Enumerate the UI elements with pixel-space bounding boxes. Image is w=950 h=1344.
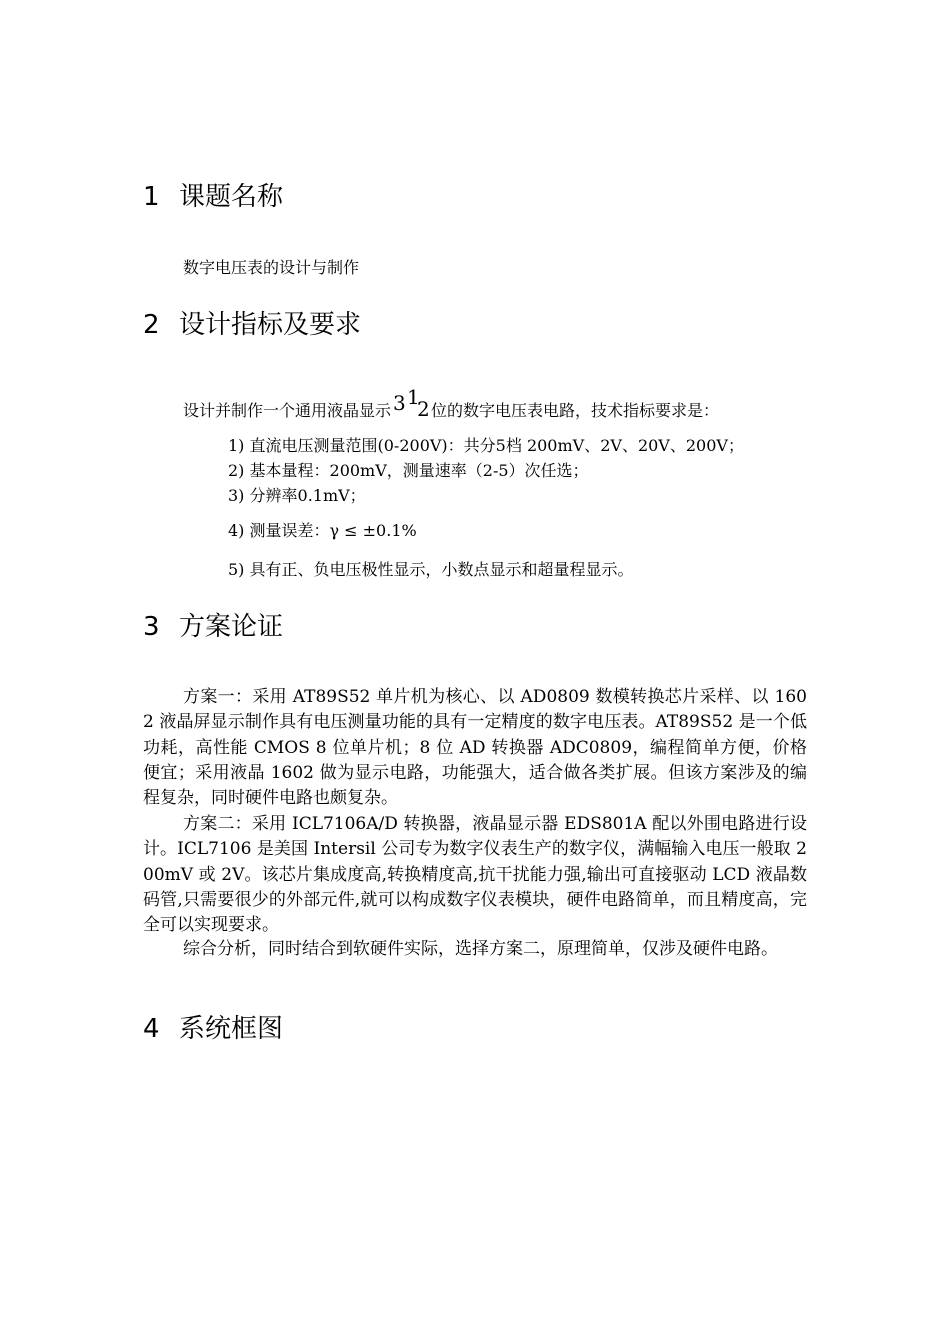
fraction-denominator: 2 [417,397,430,421]
requirements-intro [183,385,720,424]
requirement-item-1: 1) 直流电压测量范围(0-200V)：共分5档 200mV、2V、20V、200V； [228,436,744,455]
section-number: 2 [143,310,160,340]
fraction-numerator: 1 [407,385,420,409]
section-heading-1 [143,180,283,214]
topic-text: 数字电压表的设计与制作 [183,258,360,277]
section-heading-2 [143,308,361,342]
section-number: 4 [143,1014,160,1044]
section-number: 1 [143,182,160,212]
section-heading-4 [143,1012,283,1046]
proposal-paragraph-1: 方案一：采用 AT89S52 单片机为核心、以 AD0809 数模转换芯片采样、以 1602 液晶屏显示制作具有电压测量功能的具有一定精度的数字电压表。AT89S52 是一个低功耗，高性能 CMOS 8 位单片机；8 位 AD 转换器 ADC0809，编程简单方便，价格便宜；采用液晶 1602 做为显示电路，功能强大，适合做各类扩展。但该方案涉及的编程复杂，同时硬件电路也颇复杂。 [143,687,807,809]
fraction-whole: 3 [393,391,406,415]
intro-after: 位的数字电压表电路，技术指标要求是： [431,401,720,420]
section-heading-3 [143,610,283,644]
mixed-fraction [391,385,431,424]
requirement-item-2: 2) 基本量程：200mV，测量速率（2-5）次任选； [228,461,589,480]
section-title: 设计指标及要求 [179,310,362,340]
proposal-paragraph-3: 综合分析，同时结合到软硬件实际，选择方案二，原理简单，仅涉及硬件电路。 [183,939,778,959]
requirement-item-5: 5) 具有正、负电压极性显示，小数点显示和超量程显示。 [228,560,634,579]
section-number: 3 [143,612,160,642]
section-title: 方案论证 [179,612,284,642]
proposal-paragraph-2: 方案二：采用 ICL7106A/D 转换器，液晶显示器 EDS801A 配以外围电路进行设计。ICL7106 是美国 Intersil 公司专为数字仪表生产的数字仪，满幅输入电压一般取 200mV 或 2V。该芯片集成度高,转换精度高,抗干扰能力强,输出可直接驱动 LCD 液晶数码管,只需要很少的外部元件,就可以构成数字仪表模块，硬件电路简单，而且精度高，完全可以实现要求。 [143,814,807,936]
requirement-item-4: 4) 测量误差：γ ≤ ±0.1% [228,521,417,540]
intro-before: 设计并制作一个通用液晶显示 [183,401,392,420]
section-title: 系统框图 [179,1014,284,1044]
requirement-item-3: 3) 分辨率0.1mV； [228,486,366,505]
section-title: 课题名称 [179,182,284,212]
